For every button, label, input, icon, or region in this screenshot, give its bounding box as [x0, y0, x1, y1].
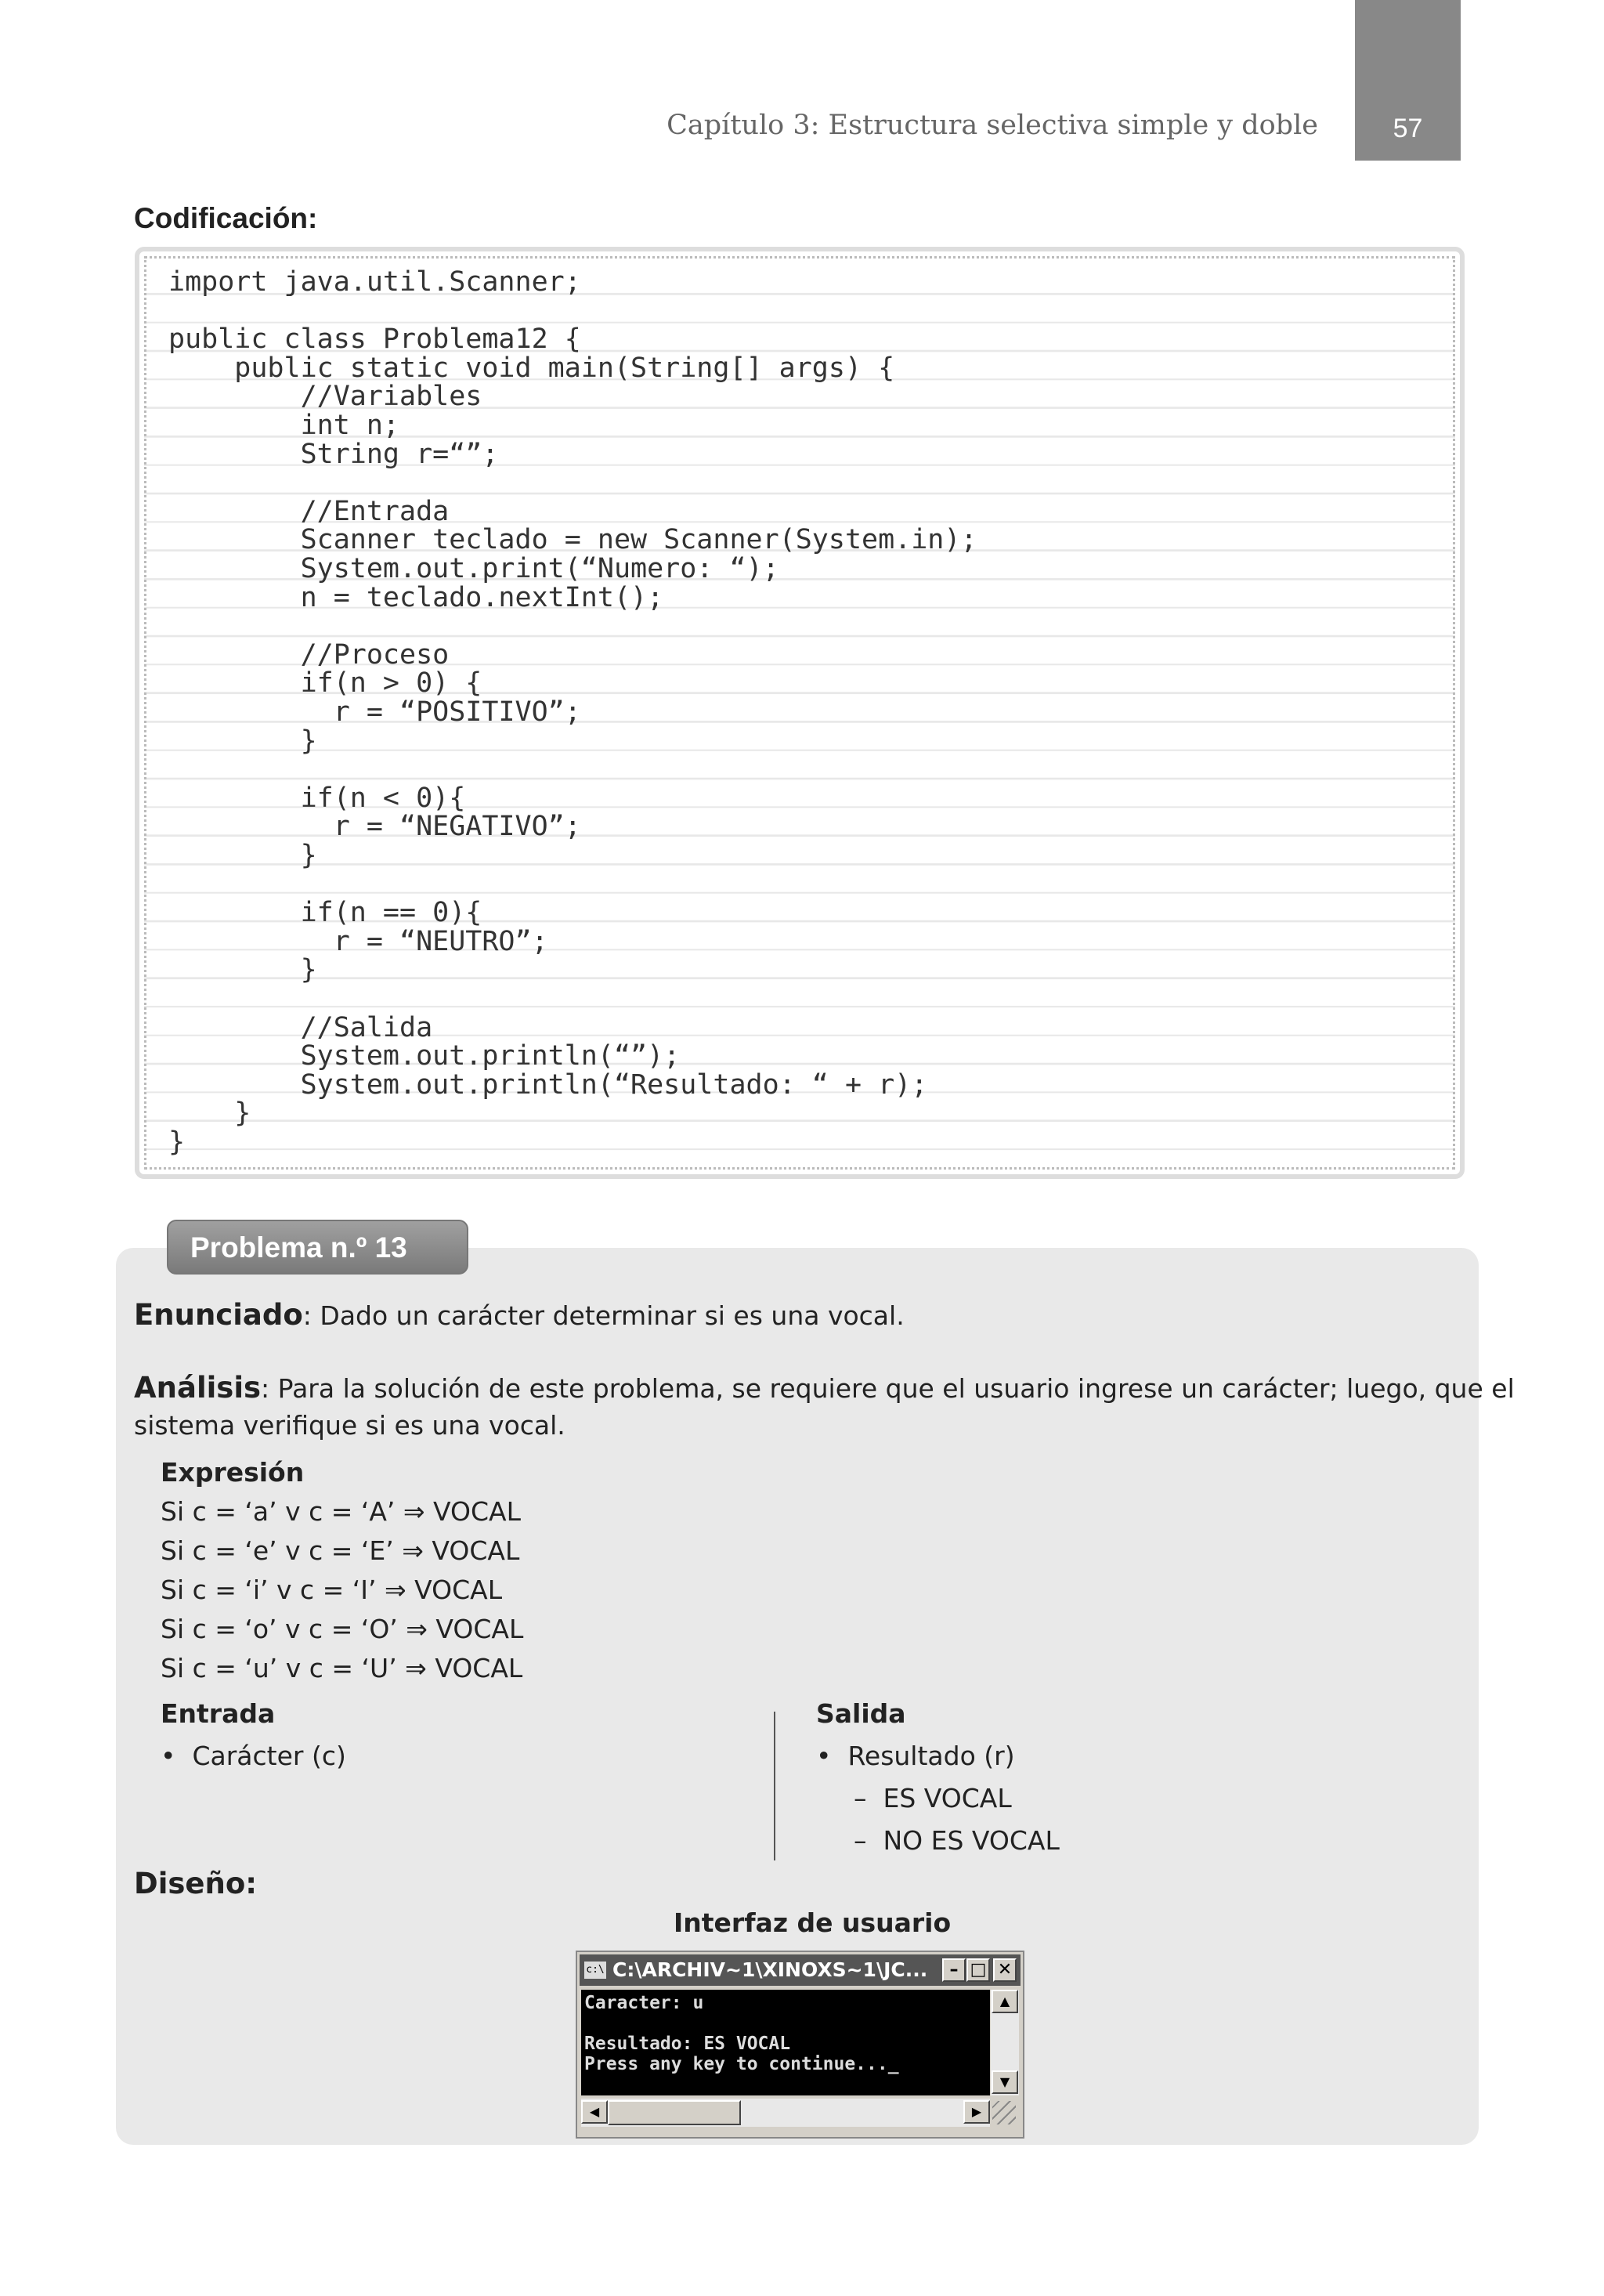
- code-line: //Proceso: [168, 638, 450, 671]
- console-line: Caracter: u: [584, 1993, 704, 2013]
- codificacion-heading: Codificación:: [134, 202, 318, 234]
- page-number-tab: [1355, 0, 1461, 161]
- salida-subitem: [854, 1783, 1012, 1813]
- vertical-scrollbar[interactable]: [991, 1990, 1019, 2095]
- problem-tab-label: Problema n.º 13: [190, 1231, 407, 1264]
- expresion-heading: Expresión: [161, 1457, 305, 1488]
- code-line: }: [168, 1097, 251, 1130]
- code-line: r = “POSITIVO”;: [168, 696, 581, 728]
- dash-icon: –: [854, 1825, 883, 1856]
- code-line: }: [168, 725, 317, 757]
- close-button[interactable]: ✕: [993, 1958, 1017, 1982]
- console-window: [576, 1951, 1024, 2139]
- expresion-line: Si c = ‘u’ v c = ‘U’ ⇒ VOCAL: [161, 1653, 523, 1683]
- code-line: if(n == 0){: [168, 897, 482, 929]
- problem-tab: [167, 1220, 468, 1275]
- console-app-icon: c:\: [584, 1962, 606, 1979]
- entrada-heading: Entrada: [161, 1698, 276, 1729]
- console-line: Resultado: ES VOCAL: [584, 2034, 791, 2054]
- diseno-heading: Diseño:: [134, 1867, 258, 1900]
- salida-heading: Salida: [816, 1698, 906, 1729]
- code-line: String r=“”;: [168, 438, 499, 470]
- code-line: }: [168, 954, 317, 986]
- code-block: [135, 247, 1465, 1179]
- code-line: }: [168, 1126, 186, 1158]
- salida-subitem: [854, 1825, 1060, 1856]
- expresion-line: Si c = ‘e’ v c = ‘E’ ⇒ VOCAL: [161, 1535, 520, 1566]
- code-line: System.out.println(“”);: [168, 1040, 681, 1072]
- code-line: n = teclado.nextInt();: [168, 581, 664, 613]
- salida-subitem-label: ES VOCAL: [883, 1783, 1012, 1813]
- maximize-button[interactable]: □: [966, 1958, 990, 1982]
- expresion-line: Si c = ‘o’ v c = ‘O’ ⇒ VOCAL: [161, 1614, 524, 1644]
- chapter-title: Capítulo 3: Estructura selectiva simple y doble: [667, 110, 1318, 141]
- page-number: 57: [1393, 114, 1423, 143]
- code-line: if(n > 0) {: [168, 667, 482, 700]
- console-title: C:\ARCHIV~1\XINOXS~1\JC...: [612, 1958, 928, 1981]
- analisis-text-2: sistema verifique si es una vocal.: [134, 1410, 565, 1441]
- code-line: if(n < 0){: [168, 782, 466, 814]
- code-line: //Salida: [168, 1011, 433, 1043]
- entrada-item-label: Carácter (c): [192, 1741, 346, 1771]
- console-line: Press any key to continue..._: [584, 2054, 899, 2074]
- bullet-icon: •: [816, 1741, 848, 1771]
- scroll-left-icon[interactable]: ◀: [581, 2100, 608, 2124]
- enunciado-label: Enunciado: [134, 1298, 303, 1332]
- salida-item-label: Resultado (r): [847, 1741, 1015, 1771]
- expresion-line: Si c = ‘i’ v c = ‘I’ ⇒ VOCAL: [161, 1575, 503, 1605]
- enunciado-text: : Dado un carácter determinar si es una vocal.: [302, 1300, 905, 1331]
- horizontal-scroll-thumb[interactable]: [608, 2100, 741, 2125]
- interfaz-heading: Interfaz de usuario: [674, 1907, 952, 1938]
- analisis-text-1: : Para la solución de este problema, se requiere que el usuario ingrese un carácter; luego, que el: [261, 1373, 1515, 1404]
- code-line: System.out.println(“Resultado: “ + r);: [168, 1068, 928, 1101]
- scroll-right-icon[interactable]: ▶: [963, 2100, 990, 2124]
- code-line: import java.util.Scanner;: [168, 266, 581, 298]
- scroll-up-icon[interactable]: ▲: [992, 1990, 1018, 2013]
- expresion-line: Si c = ‘a’ v c = ‘A’ ⇒ VOCAL: [161, 1496, 522, 1527]
- code-line: public static void main(String[] args) {: [168, 352, 895, 384]
- code-line: r = “NEGATIVO”;: [168, 811, 581, 843]
- code-line: //Variables: [168, 381, 482, 413]
- enunciado-paragraph: [134, 1298, 905, 1332]
- code-line: public class Problema12 {: [168, 324, 581, 356]
- resize-grip-icon[interactable]: [992, 2101, 1016, 2124]
- code-line: //Entrada: [168, 495, 450, 527]
- analisis-paragraph: [134, 1371, 1515, 1405]
- horizontal-scrollbar[interactable]: [581, 2099, 990, 2127]
- salida-item: [816, 1741, 1015, 1771]
- salida-subitem-label: NO ES VOCAL: [883, 1825, 1060, 1856]
- dash-icon: –: [854, 1783, 883, 1813]
- code-line: Scanner teclado = new Scanner(System.in);: [168, 524, 977, 556]
- console-output: [581, 1990, 990, 2095]
- minimize-button[interactable]: –: [942, 1958, 966, 1982]
- code-line: System.out.print(“Numero: “);: [168, 553, 779, 584]
- column-divider: [774, 1712, 775, 1860]
- bullet-icon: •: [161, 1741, 193, 1771]
- code-lines: [144, 256, 1455, 1170]
- code-line: r = “NEUTRO”;: [168, 925, 548, 957]
- entrada-item: [161, 1741, 346, 1771]
- scroll-down-icon[interactable]: ▼: [992, 2070, 1018, 2094]
- analisis-label: Análisis: [134, 1371, 262, 1405]
- code-line: }: [168, 840, 317, 871]
- code-line: int n;: [168, 410, 400, 441]
